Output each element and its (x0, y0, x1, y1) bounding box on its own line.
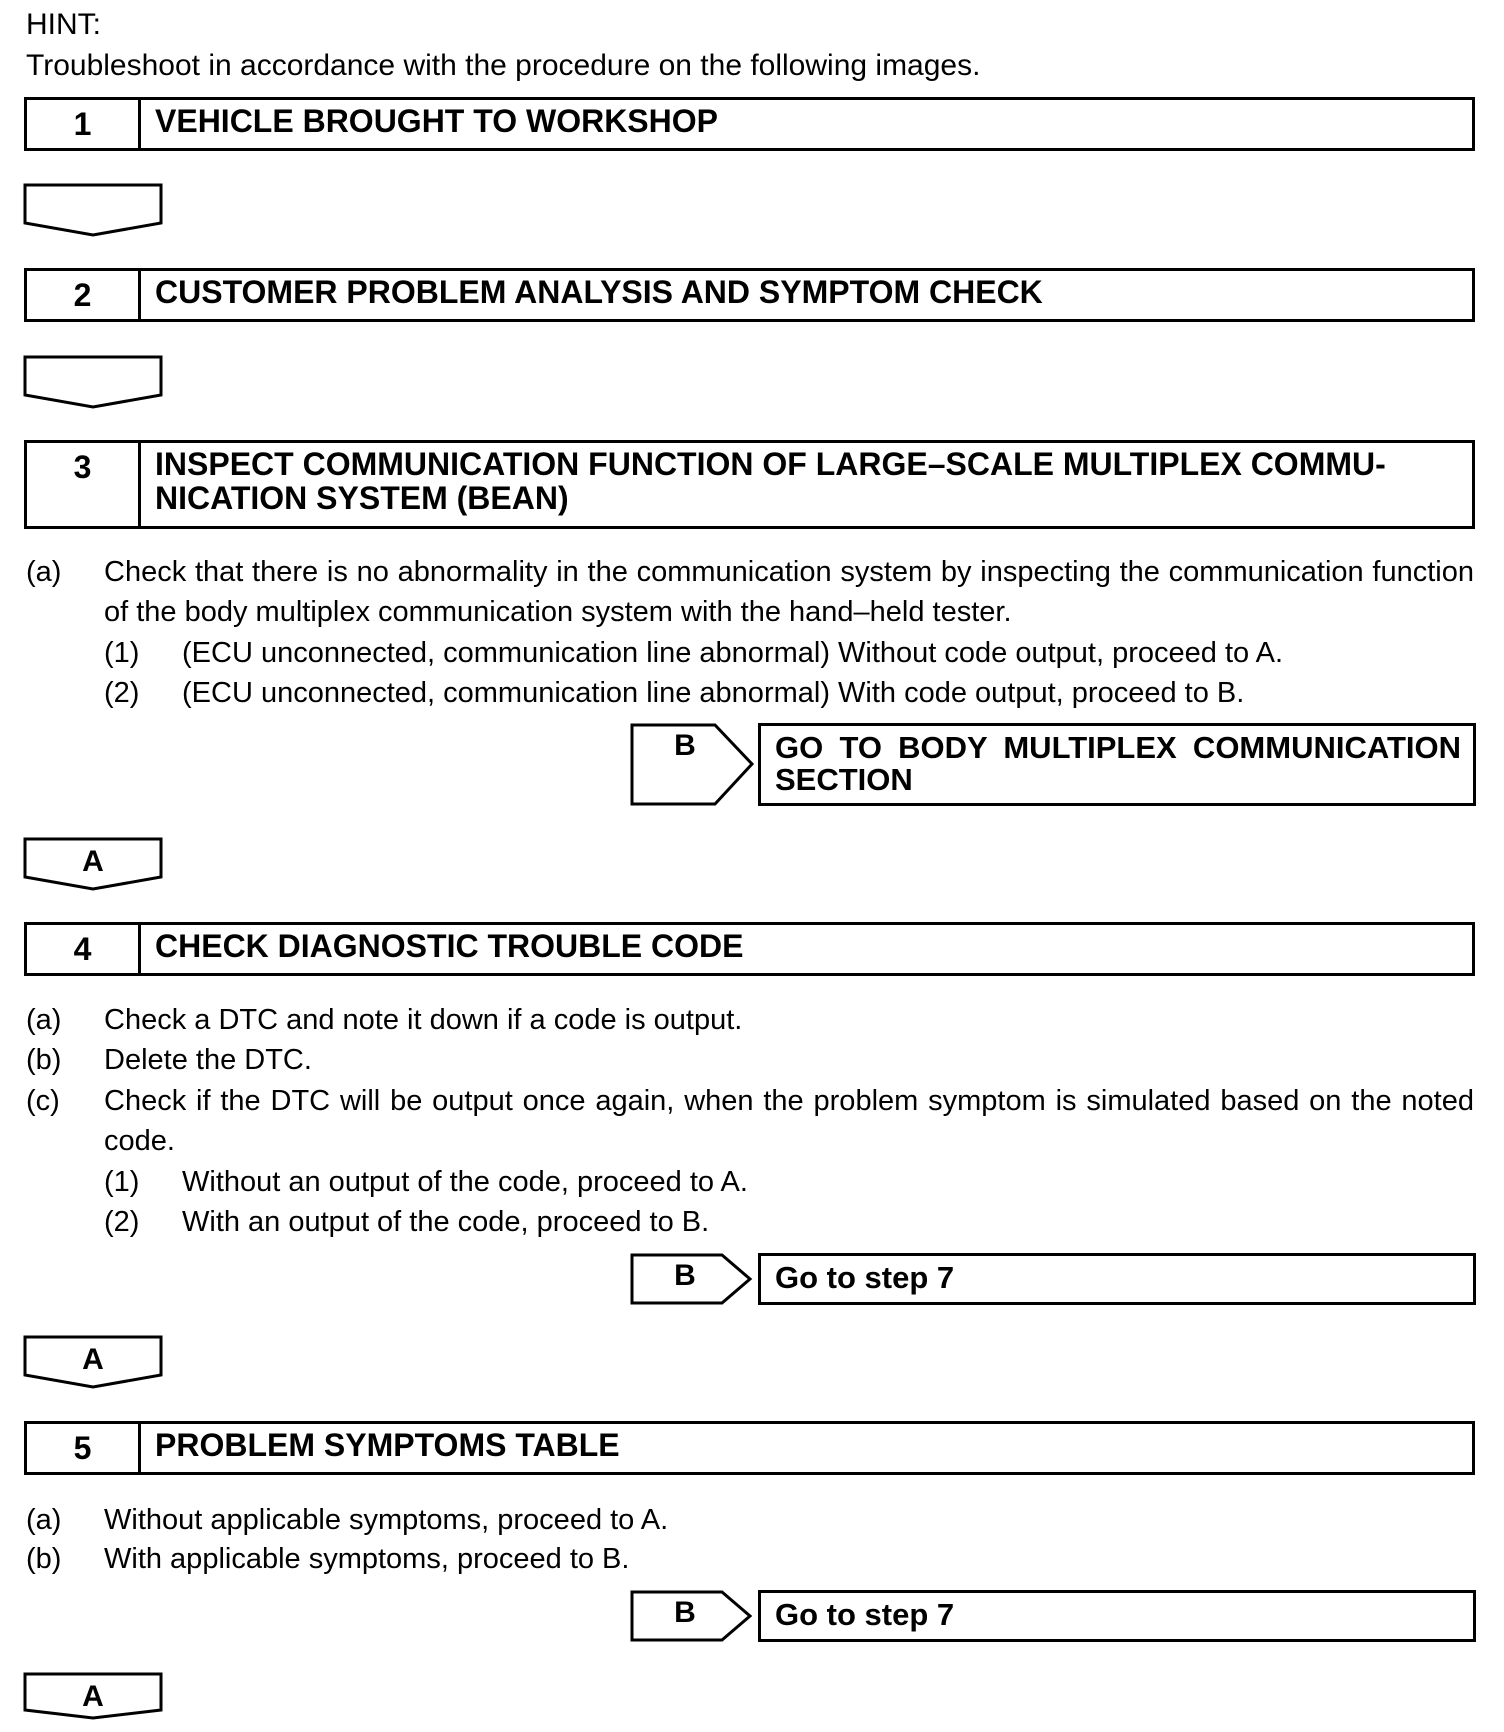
item-text: Delete the DTC. (104, 1044, 312, 1076)
item-label: (1) (104, 1166, 140, 1198)
item-label: (b) (26, 1543, 62, 1575)
hint-label: HINT: (26, 8, 101, 41)
item-text: With applicable symptoms, proceed to B. (104, 1543, 630, 1575)
item-text: (ECU unconnected, communication line abnormal) With code output, proceed to B. (182, 677, 1245, 709)
item-label: (1) (104, 637, 140, 669)
step-4-item-a (26, 1000, 1476, 1040)
branch-target-box (758, 1590, 1476, 1642)
step-4-sub-1 (104, 1162, 1474, 1202)
step-1-number: 1 (27, 100, 141, 148)
step-5-branch-b (630, 1590, 1476, 1642)
item-label: (2) (104, 677, 140, 709)
step-4-item-b (26, 1040, 1476, 1080)
step-3-sub-1 (104, 633, 1474, 673)
step-5-item-a (26, 1500, 1476, 1540)
item-label: (a) (26, 556, 62, 588)
hint-text: Troubleshoot in accordance with the procedure on the following images. (26, 49, 981, 82)
step-5-item-b (26, 1539, 1476, 1579)
branch-target-text: Go to step 7 (775, 1260, 955, 1295)
step-2-number: 2 (27, 271, 141, 319)
flow-label: A (82, 1343, 104, 1376)
step-1-title: VEHICLE BROUGHT TO WORKSHOP (155, 103, 718, 139)
step-4-number: 4 (27, 925, 141, 973)
step-3-number: 3 (27, 443, 141, 526)
branch-target-text: Go to step 7 (775, 1597, 955, 1632)
step-3-sub-2 (104, 673, 1474, 713)
step-4-branch-b (630, 1253, 1476, 1305)
down-arrow-icon (23, 183, 163, 243)
item-label: (b) (26, 1044, 62, 1076)
step-4-item-c (26, 1081, 1476, 1165)
flow-label: A (82, 845, 104, 878)
step-5-title: PROBLEM SYMPTOMS TABLE (155, 1427, 620, 1463)
step-5-header (24, 1421, 1475, 1475)
item-text: Check that there is no abnormality in the communication system by inspecting the communication function of the body multiplex communication system with the hand–held tester. (104, 556, 1474, 628)
step-3-header (24, 440, 1475, 529)
item-text: Without an output of the code, proceed to A. (182, 1166, 748, 1198)
step-1-header (24, 97, 1475, 151)
item-label: (a) (26, 1004, 62, 1036)
step-3-item-a (26, 552, 1476, 636)
branch-target-box (758, 1253, 1476, 1305)
item-text: Check if the DTC will be output once again, when the problem symptom is simulated based on the noted code. (104, 1085, 1474, 1157)
item-label: (c) (26, 1085, 60, 1117)
step-4-header (24, 922, 1475, 976)
step-3-title: INSPECT COMMUNICATION FUNCTION OF LARGE–SCALE MULTIPLEX COMMU- NICATION SYSTEM (BEAN) (155, 446, 1386, 516)
item-text: Check a DTC and note it down if a code is output. (104, 1004, 743, 1036)
step-4-title: CHECK DIAGNOSTIC TROUBLE CODE (155, 928, 744, 964)
step-4-sub-2 (104, 1202, 1474, 1242)
step-5-number: 5 (27, 1424, 141, 1472)
down-arrow-icon (23, 355, 163, 415)
branch-label: B (674, 1259, 696, 1292)
branch-label: B (674, 729, 696, 762)
flow-arrow-2 (23, 355, 163, 415)
item-text: Without applicable symptoms, proceed to A. (104, 1504, 669, 1536)
branch-target-box (758, 723, 1476, 806)
branch-label: B (674, 1596, 696, 1629)
item-label: (2) (104, 1206, 140, 1238)
flow-arrow-4 (23, 1335, 163, 1395)
step-3-branch-b (630, 723, 1476, 806)
item-label: (a) (26, 1504, 62, 1536)
step-2-title: CUSTOMER PROBLEM ANALYSIS AND SYMPTOM CHECK (155, 274, 1043, 310)
item-text: With an output of the code, proceed to B. (182, 1206, 710, 1238)
flow-label: A (82, 1680, 104, 1713)
flow-arrow-1 (23, 183, 163, 243)
item-text: (ECU unconnected, communication line abnormal) Without code output, proceed to A. (182, 637, 1283, 669)
flow-arrow-3 (23, 837, 163, 897)
branch-target-text: GO TO BODY MULTIPLEX COMMUNICATION SECTION (775, 730, 1461, 797)
step-2-header (24, 268, 1475, 322)
flow-arrow-5 (23, 1672, 163, 1732)
